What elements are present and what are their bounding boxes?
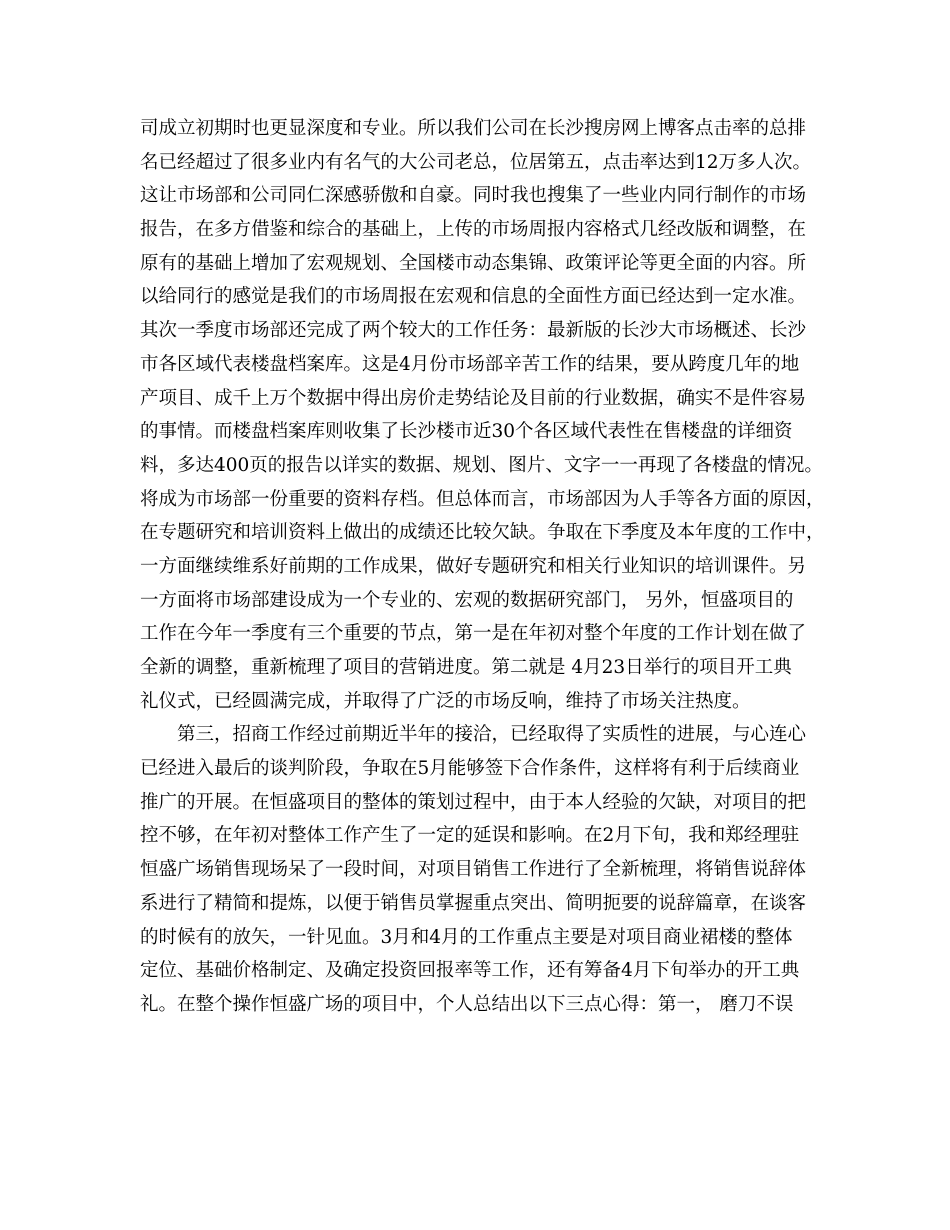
document-page bbox=[140, 112, 825, 1022]
text-line: 已经进入最后的谈判阶段，争取在5月能够签下合作条件，这样将有利于后续商业 bbox=[140, 758, 800, 780]
paragraph-1 bbox=[140, 112, 825, 718]
text-line: 司成立初期时也更显深度和专业。所以我们公司在长沙搜房网上博客点击率的总排 bbox=[140, 118, 807, 139]
text-line-indented: 第三，招商工作经过前期近半年的接洽，已经取得了实质性的进展，与心连心 bbox=[177, 724, 807, 746]
text-line: 一方面继续维系好前期的工作成果，做好专题研究和相关行业知识的培训课件。另 bbox=[140, 555, 807, 577]
text-line: 产项目、成千上万个数据中得出房价走势结论及目前的行业数据，确实不是件容易 bbox=[140, 387, 807, 409]
text-line: 一方面将市场部建设成为一个专业的、宏观的数据研究部门， 另外，恒盛项目的 bbox=[140, 589, 794, 611]
text-line: 其次一季度市场部还完成了两个较大的工作任务：最新版的长沙大市场概述、长沙 bbox=[140, 320, 807, 342]
text-line: 原有的基础上增加了宏观规划、全国楼市动态集锦、政策评论等更全面的内容。所 bbox=[140, 252, 807, 274]
text-line: 名已经超过了很多业内有名气的大公司老总，位居第五，点击率达到12万多人次。 bbox=[140, 151, 812, 173]
text-line: 的时候有的放矢，一针见血。3月和4月的工作重点主要是对项目商业裙楼的整体 bbox=[140, 926, 793, 948]
text-line: 恒盛广场销售现场呆了一段时间，对项目销售工作进行了全新梳理，将销售说辞体 bbox=[140, 859, 807, 881]
text-line: 礼仪式，已经圆满完成，并取得了广泛的市场反响，维持了市场关注热度。 bbox=[140, 690, 751, 712]
text-line: 报告，在多方借鉴和综合的基础上，上传的市场周报内容格式几经改版和调整，在 bbox=[140, 219, 807, 241]
text-line: 的事情。而楼盘档案库则收集了长沙楼市近30个各区域代表性在售楼盘的详细资 bbox=[140, 421, 793, 443]
text-line: 控不够，在年初对整体工作产生了一定的延误和影响。在2月下旬，我和郑经理驻 bbox=[140, 825, 800, 847]
text-line: 市各区域代表楼盘档案库。这是4月份市场部辛苦工作的结果，要从跨度几年的地 bbox=[140, 353, 800, 375]
text-line: 这让市场部和公司同仁深感骄傲和自豪。同时我也搜集了一些业内同行制作的市场 bbox=[140, 185, 807, 207]
text-line: 系进行了精简和提炼，以便于销售员掌握重点突出、简明扼要的说辞篇章，在谈客 bbox=[140, 892, 807, 914]
text-line: 将成为市场部一份重要的资料存档。但总体而言，市场部因为人手等各方面的原因， bbox=[140, 488, 825, 510]
text-line: 以给同行的感觉是我们的市场周报在宏观和信息的全面性方面已经达到一定水准。 bbox=[140, 286, 807, 308]
text-line: 推广的开展。在恒盛项目的整体的策划过程中，由于本人经验的欠缺，对项目的把 bbox=[140, 791, 807, 813]
paragraph-2 bbox=[140, 718, 820, 1021]
text-line: 定位、基础价格制定、及确定投资回报率等工作，还有筹备4月下旬举办的开工典 bbox=[140, 960, 800, 982]
text-line: 在专题研究和培训资料上做出的成绩还比较欠缺。争取在下季度及本年度的工作中， bbox=[140, 522, 825, 544]
text-line: 工作在今年一季度有三个重要的节点，第一是在年初对整个年度的工作计划在做了 bbox=[140, 623, 807, 645]
text-line: 全新的调整，重新梳理了项目的营销进度。第二就是 4月23日举行的项目开工典 bbox=[140, 657, 792, 678]
text-line: 料，多达400页的报告以详实的数据、规划、图片、文字一一再现了各楼盘的情况。 bbox=[140, 454, 823, 476]
text-line: 礼。在整个操作恒盛广场的项目中，个人总结出以下三点心得：第一， 磨刀不误 bbox=[140, 993, 794, 1015]
